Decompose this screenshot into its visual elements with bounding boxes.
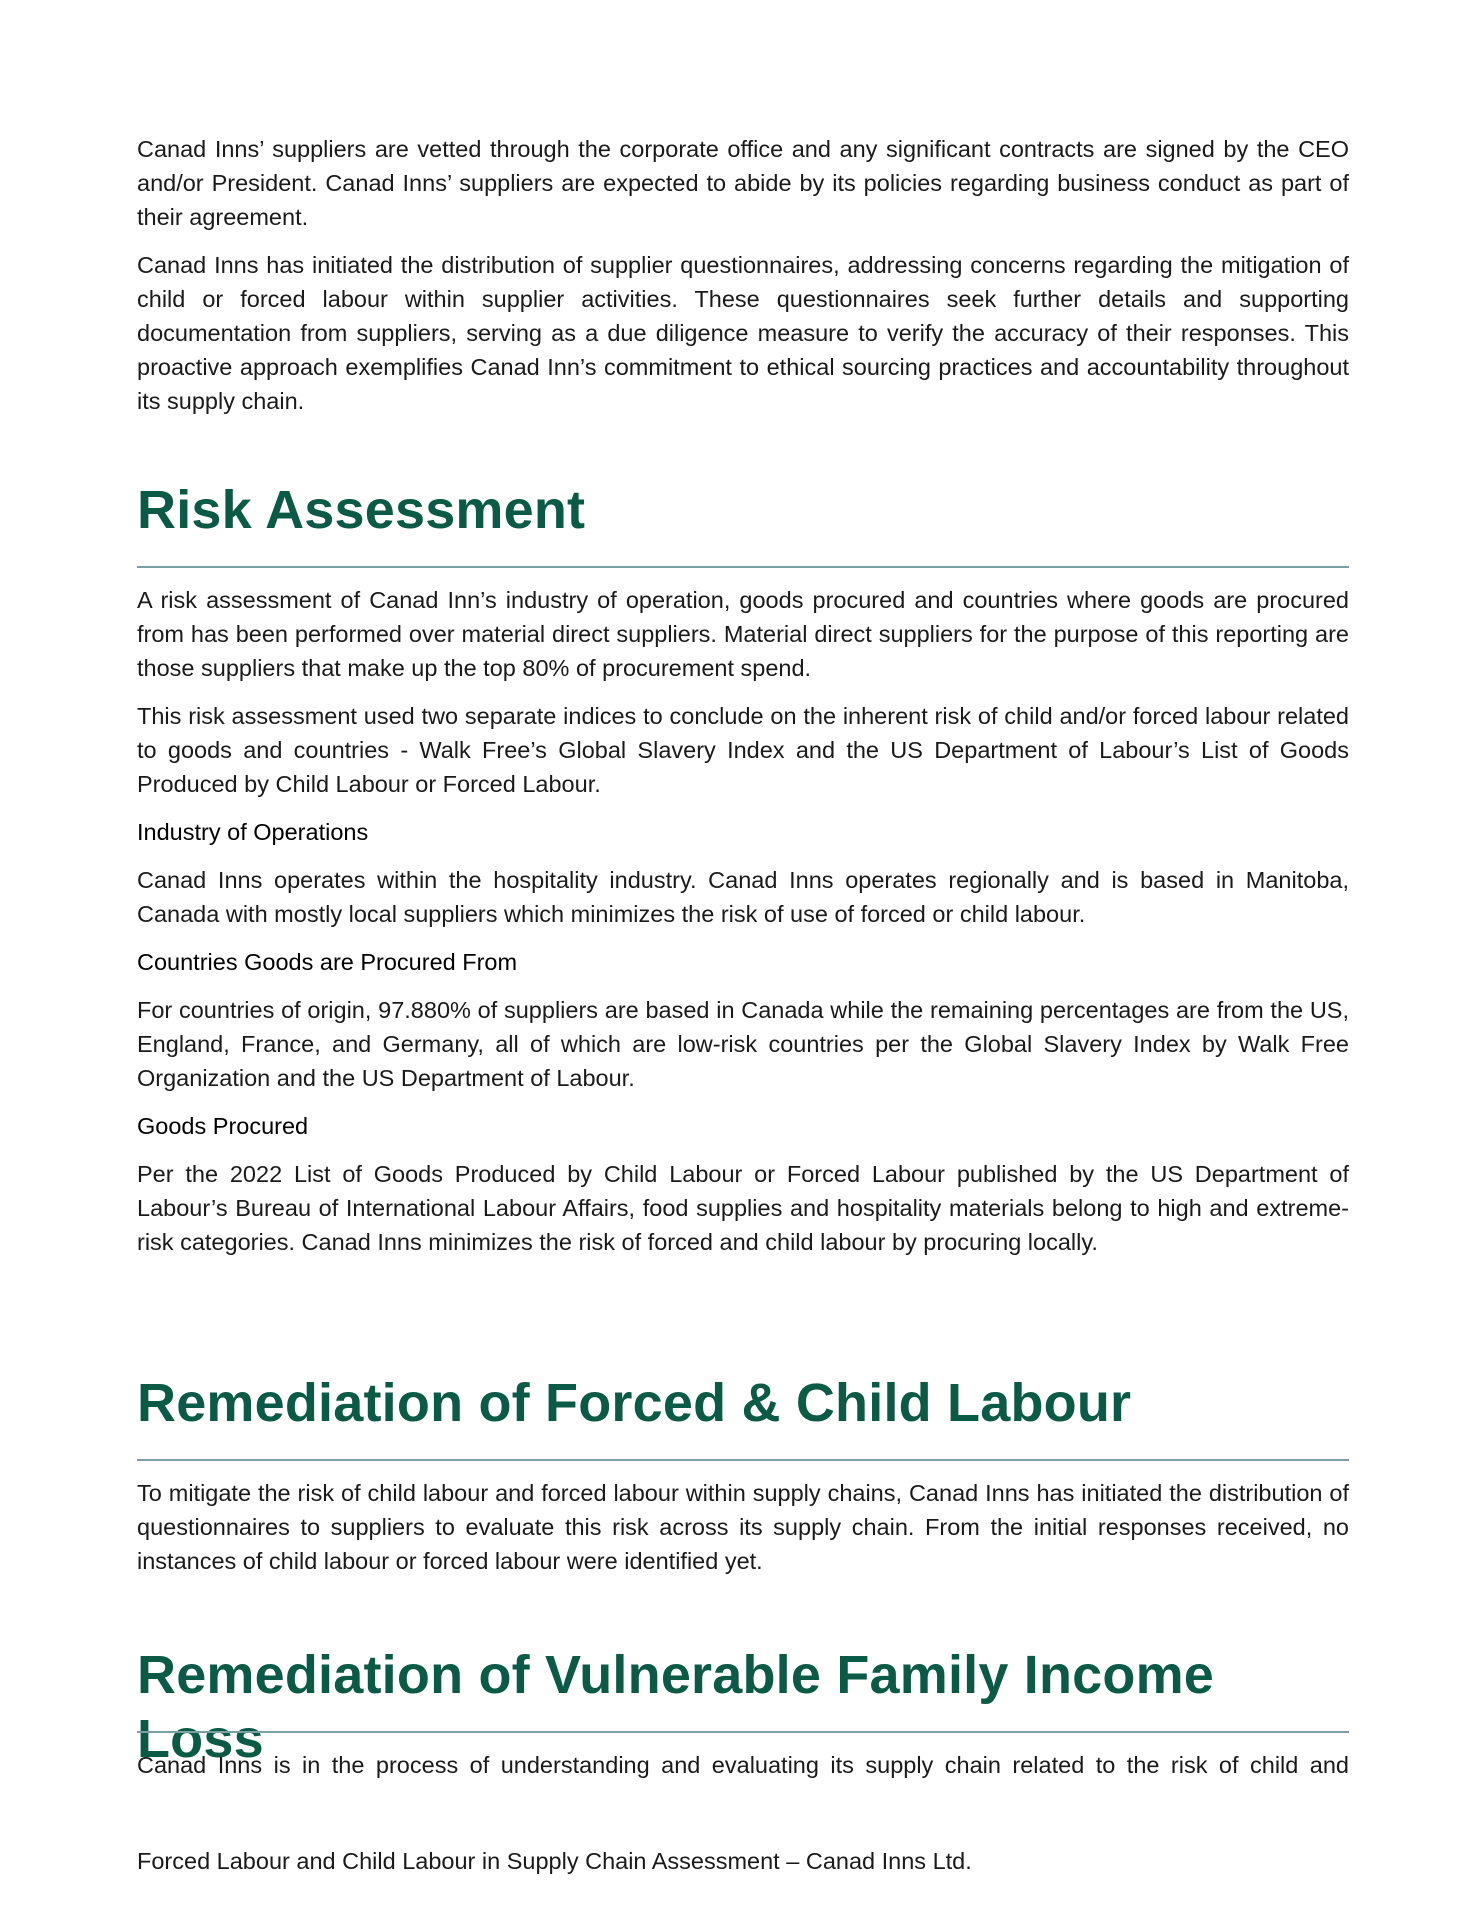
intro-paragraph-1: Canad Inns’ suppliers are vetted through the corporate office and any significant contracts are signed by the CEO and/or President. Canad Inns’ suppliers are expected to abide by its policies regarding business conduct as part of their agreement.	[137, 136, 1349, 230]
risk-paragraph-1: A risk assessment of Canad Inn’s industry of operation, goods procured and countries where goods are procured from has been performed over material direct suppliers. Material direct suppliers for the purpose of this reporting are those suppliers that make up the top 80% of procurement spend.	[137, 587, 1349, 681]
remediation-income-heading: Remediation of Vulnerable Family Income Loss	[137, 1645, 1215, 1769]
goods-subheading: Goods Procured	[137, 1113, 309, 1139]
risk-paragraph-2: This risk assessment used two separate indices to conclude on the inherent risk of child and/or forced labour related to goods and countries - Walk Free’s Global Slavery Index and the US Department of Labour’s List of Goods Produced by Child Labour or Forced Labour.	[137, 703, 1349, 797]
remediation-forced-paragraph: To mitigate the risk of child labour and forced labour within supply chains, Canad Inns has initiated the distribution of questionnaires to suppliers to evaluate this risk across its supply chain. From the initial responses received, no instances of child labour or forced labour were identified yet.	[137, 1480, 1349, 1574]
remediation-income-rule	[137, 1731, 1349, 1733]
risk-assessment-rule	[137, 566, 1349, 568]
remediation-income-paragraph: Canad Inns is in the process of understanding and evaluating its supply chain related to the risk of child and	[137, 1752, 1349, 1778]
remediation-forced-heading: Remediation of Forced & Child Labour	[137, 1373, 1132, 1433]
remediation-forced-rule	[137, 1459, 1349, 1461]
industry-subheading: Industry of Operations	[137, 819, 369, 845]
goods-paragraph: Per the 2022 List of Goods Produced by Child Labour or Forced Labour published by the US Department of Labour’s Bureau of International Labour Affairs, food supplies and hospitality materials belong to high and extreme-risk categories. Canad Inns minimizes the risk of forced and child labour by procuring locally.	[137, 1161, 1349, 1255]
industry-paragraph: Canad Inns operates within the hospitality industry. Canad Inns operates regionally and is based in Manitoba, Canada with mostly local suppliers which minimizes the risk of use of forced or child labour.	[137, 867, 1349, 927]
page-footer: Forced Labour and Child Labour in Supply Chain Assessment – Canad Inns Ltd.	[137, 1848, 972, 1874]
risk-assessment-heading: Risk Assessment	[137, 480, 586, 540]
risk-assessment-section	[137, 583, 1349, 1259]
intro-paragraph-2: Canad Inns has initiated the distribution of supplier questionnaires, addressing concerns regarding the mitigation of child or forced labour within supplier activities. These questionnaires seek further details and supporting documentation from suppliers, serving as a due diligence measure to verify the accuracy of their responses. This proactive approach exemplifies Canad Inn’s commitment to ethical sourcing practices and accountability throughout its supply chain.	[137, 252, 1349, 414]
intro-section	[137, 132, 1349, 418]
countries-subheading: Countries Goods are Procured From	[137, 949, 518, 975]
countries-paragraph: For countries of origin, 97.880% of suppliers are based in Canada while the remaining percentages are from the US, England, France, and Germany, all of which are low-risk countries per the Global Slavery Index by Walk Free Organization and the US Department of Labour.	[137, 997, 1349, 1091]
